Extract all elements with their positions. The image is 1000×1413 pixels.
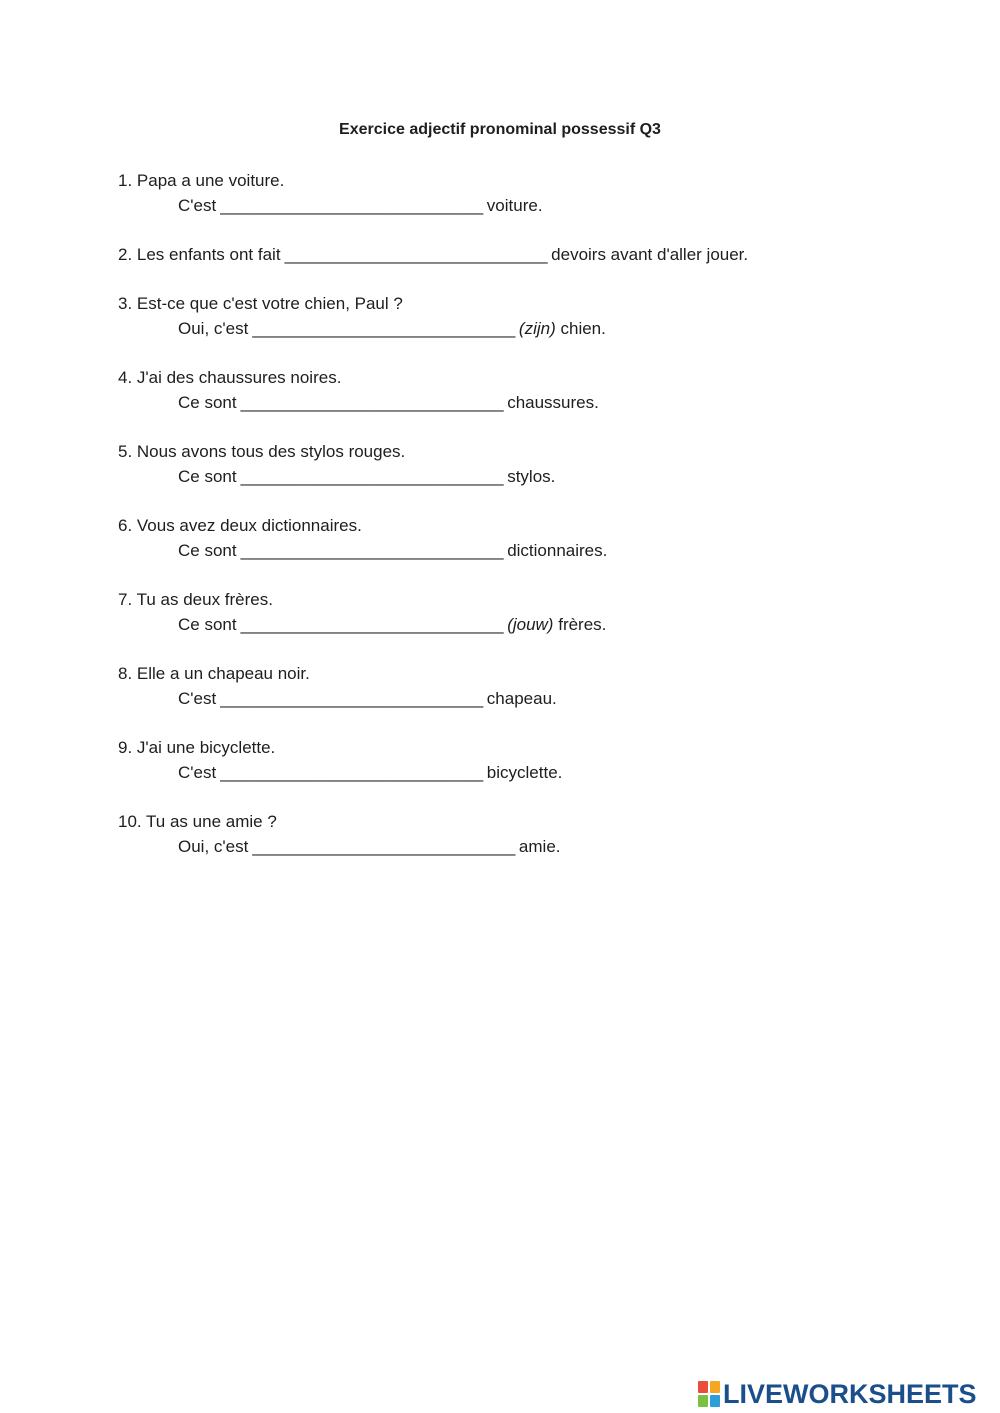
answer-blank[interactable]: _____________________________ — [220, 763, 483, 782]
answer-end: chien. — [560, 319, 606, 338]
exercise-item-2 — [118, 244, 938, 293]
answer-lead: Oui, c'est — [178, 319, 249, 338]
exercise-item-10 — [118, 811, 938, 885]
answer-blank[interactable]: _____________________________ — [252, 319, 515, 338]
answer-hint: (zijn) — [518, 319, 556, 338]
item-prompt-line — [118, 244, 938, 269]
answer-lead: C'est — [178, 196, 217, 215]
item-prompt: 6. Vous avez deux dictionnaires. — [118, 516, 362, 535]
exercise-item-9 — [118, 737, 938, 811]
logo-mark-cell — [710, 1395, 720, 1407]
liveworksheets-logo — [698, 1378, 977, 1410]
answer-blank[interactable]: _____________________________ — [252, 837, 515, 856]
answer-hint: (jouw) — [507, 615, 554, 634]
answer-lead: Ce sont — [178, 467, 237, 486]
exercise-item-8 — [118, 663, 938, 737]
exercise-item-4 — [118, 367, 938, 441]
item-prompt: 10. Tu as une amie ? — [118, 812, 277, 831]
answer-blank[interactable]: _____________________________ — [240, 615, 504, 634]
item-answer-line — [118, 466, 938, 491]
item-answer-line — [118, 392, 938, 417]
item-prompt: 8. Elle a un chapeau noir. — [118, 664, 310, 683]
answer-end: frères. — [558, 615, 607, 634]
exercise-item-1 — [118, 170, 938, 244]
answer-lead: C'est — [178, 689, 217, 708]
answer-blank[interactable]: _____________________________ — [240, 467, 504, 486]
item-answer-line — [118, 836, 938, 861]
answer-blank[interactable]: _____________________________ — [284, 245, 548, 264]
answer-lead: Ce sont — [178, 541, 237, 560]
answer-end: devoirs avant d'aller jouer. — [551, 245, 749, 264]
item-prompt: 3. Est-ce que c'est votre chien, Paul ? — [118, 294, 403, 313]
exercise-item-3 — [118, 293, 938, 367]
exercise-item-7 — [118, 589, 938, 663]
logo-mark-cell — [698, 1395, 708, 1407]
page-title: Exercice adjectif pronominal possessif Q3 — [339, 121, 661, 138]
answer-lead: Ce sont — [178, 393, 237, 412]
logo-mark-cell — [698, 1381, 708, 1393]
item-answer-line — [118, 318, 938, 343]
answer-end: amie. — [518, 837, 561, 856]
answer-blank[interactable]: _____________________________ — [220, 689, 483, 708]
item-prompt: 9. J'ai une bicyclette. — [118, 738, 276, 757]
answer-end: stylos. — [507, 467, 556, 486]
item-prompt: 2. Les enfants ont fait — [118, 245, 281, 264]
logo-mark-cell — [710, 1381, 720, 1393]
item-answer-line — [118, 614, 938, 639]
item-answer-line — [118, 688, 938, 713]
item-answer-line — [118, 540, 938, 565]
answer-blank[interactable]: _____________________________ — [240, 541, 504, 560]
answer-end: chaussures. — [507, 393, 599, 412]
answer-lead: Oui, c'est — [178, 837, 249, 856]
item-prompt: 5. Nous avons tous des stylos rouges. — [118, 442, 406, 461]
item-answer-line — [118, 762, 938, 787]
item-prompt: 1. Papa a une voiture. — [118, 171, 285, 190]
item-answer-line — [118, 195, 938, 220]
logo-text: LIVEWORKSHEETS — [723, 1378, 977, 1409]
answer-blank[interactable]: _____________________________ — [240, 393, 504, 412]
item-prompt: 7. Tu as deux frères. — [118, 590, 273, 609]
answer-end: bicyclette. — [486, 763, 563, 782]
exercise-item-5 — [118, 441, 938, 515]
logo-mark-icon — [698, 1381, 720, 1407]
exercise-item-6 — [118, 515, 938, 589]
answer-end: voiture. — [486, 196, 543, 215]
answer-end: chapeau. — [486, 689, 557, 708]
exercise-list — [118, 170, 938, 885]
answer-blank[interactable]: _____________________________ — [220, 196, 483, 215]
item-prompt: 4. J'ai des chaussures noires. — [118, 368, 342, 387]
answer-end: dictionnaires. — [507, 541, 608, 560]
answer-lead: Ce sont — [178, 615, 237, 634]
answer-lead: C'est — [178, 763, 217, 782]
